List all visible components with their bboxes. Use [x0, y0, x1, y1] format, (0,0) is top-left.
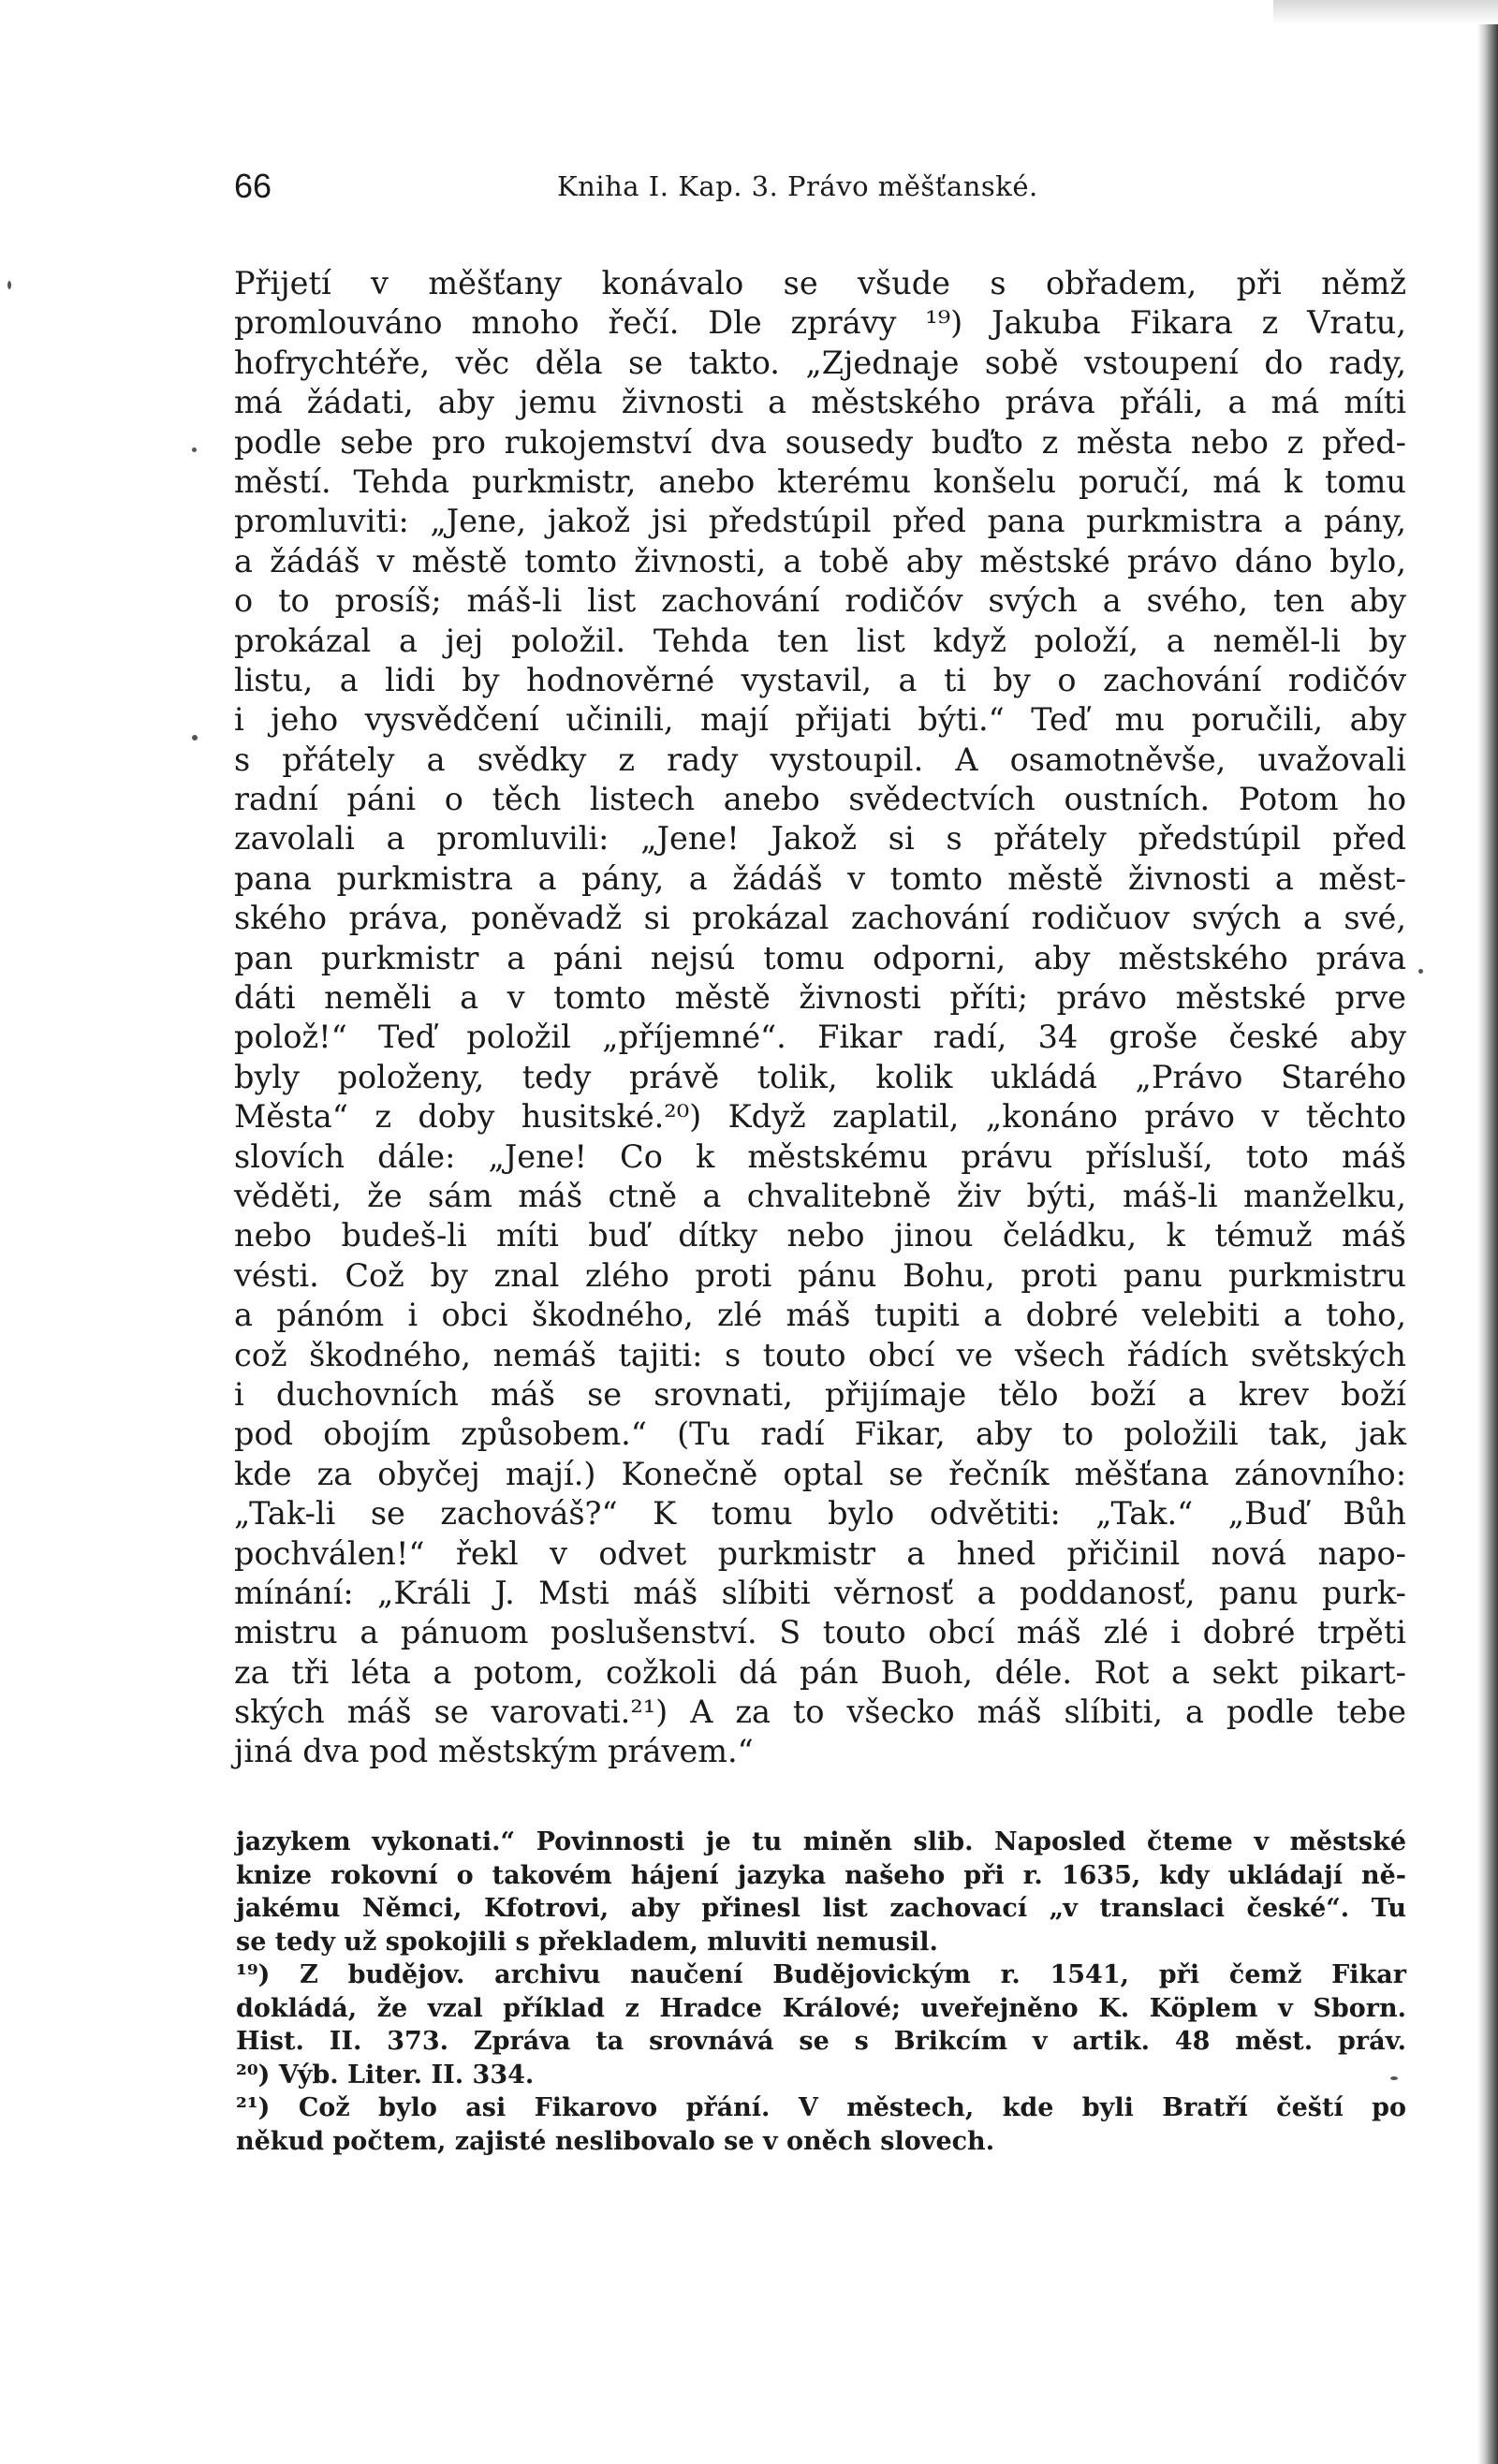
text-line: s přátely a svědky z rady vystoupil. A osamotněvše, uvažovali	[234, 741, 1406, 778]
scan-speck	[192, 447, 197, 452]
text-line: má žádati, aby jemu živnosti a městského práva přáli, a má míti	[234, 384, 1406, 421]
text-line: a žádáš v městě tomto živnosti, a tobě aby městské právo dáno bylo,	[234, 542, 1406, 579]
footnote-line: ²⁰) Výb. Liter. II. 334.	[236, 2060, 535, 2090]
main-text	[234, 264, 1406, 1772]
text-line: „Tak-li se zachováš?“ K tomu bylo odvětiti: „Tak.“ „Buď Bůh	[234, 1495, 1406, 1533]
page-number: 66	[234, 167, 272, 205]
text-line: zavolali a promluvili: „Jene! Jakož si s přátely předstúpil před	[234, 820, 1406, 858]
text-line: slovích dále: „Jene! Co k městskému právu přísluší, toto máš	[234, 1137, 1406, 1175]
text-line: polož!“ Teď položil „příjemné“. Fikar radí, 34 groše české aby	[234, 1019, 1406, 1056]
footnote-line: ²¹) Což bylo asi Fikarovo přání. V městech, kde byli Bratří čeští po	[236, 2093, 1406, 2122]
text-line: listu, a lidi by hodnověrné vystavil, a ti by o zachování rodičóv	[234, 661, 1406, 698]
scan-speck	[192, 735, 198, 741]
text-line: byly položeny, tedy právě tolik, kolik ukládá „Právo Starého	[234, 1058, 1406, 1095]
text-line: městí. Tehda purkmistr, anebo kterému konšelu poručí, má k tomu	[234, 462, 1406, 500]
text-line: Přijetí v měšťany konávalo se všude s obřadem, při němž	[234, 265, 1406, 301]
text-line: pod obojím způsobem.“ (Tu radí Fikar, aby to položili tak, jak	[234, 1415, 1406, 1453]
text-line: podle sebe pro rukojemství dva sousedy buďto z města nebo z před-	[234, 423, 1406, 461]
text-line: pan purkmistr a páni nejsú tomu odporni, aby městského práva	[234, 939, 1406, 976]
text-line: i jeho vysvědčení učinili, mají přijati býti.“ Teď mu poručili, aby	[234, 701, 1406, 739]
text-line: dáti neměli a v tomto městě živnosti příti; právo městské prve	[234, 979, 1406, 1017]
text-line: vésti. Což by znal zlého proti pánu Bohu, proti panu purkmistru	[234, 1256, 1406, 1294]
text-line: a pánóm i obci škodného, zlé máš tupiti a dobré velebiti a toho,	[234, 1297, 1406, 1334]
scan-speck	[1390, 2076, 1398, 2080]
text-line: prokázal a jej položil. Tehda ten list když položí, a neměl-li by	[234, 622, 1406, 659]
page-edge-shadow	[1477, 0, 1498, 2464]
scan-speck	[7, 281, 11, 289]
footnote-line: někud počtem, zajisté neslibovalo se v oněch slovech.	[236, 2126, 995, 2156]
footnote-line: se tedy už spokojili s překladem, mluviti nemusil.	[236, 1927, 938, 1957]
footnote-line: knize rokovní o takovém hájení jazyka našeho při r. 1635, kdy ukládají ně-	[236, 1860, 1406, 1890]
footnote-line: jazykem vykonati.“ Povinnosti je tu miněn slib. Naposled čteme v městské	[236, 1827, 1406, 1856]
scan-speck	[1418, 969, 1423, 974]
text-line: nebo budeš-li míti buď dítky nebo jinou čeládku, k témuž máš	[234, 1217, 1406, 1254]
text-line: pana purkmistra a pány, a žádáš v tomto městě živnosti a měst-	[234, 859, 1406, 897]
text-line: promlouváno mnoho řečí. Dle zprávy ¹⁹) Jakuba Fikara z Vratu,	[234, 304, 1406, 342]
text-line: o to prosíš; máš-li list zachování rodičóv svých a svého, ten aby	[234, 582, 1406, 620]
text-line: jiná dva pod městským právem.“	[234, 1733, 754, 1770]
text-line: za tři léta a potom, cožkoli dá pán Buoh, déle. Rot a sekt pikart-	[234, 1653, 1406, 1691]
footnote-line: ¹⁹) Z budějov. archivu naučení Budějovickým r. 1541, při čemž Fikar	[236, 1960, 1406, 1989]
text-line: mistru a pánuom poslušenství. S touto obcí máš zlé i dobré trpěti	[234, 1614, 1406, 1651]
footnote-line: jakému Němci, Kfotrovi, aby přinesl list zachovací „v translaci české“. Tu	[236, 1894, 1406, 1923]
text-line: radní páni o těch listech anebo svědectvích oustních. Potom ho	[234, 781, 1406, 818]
footnotes	[236, 1826, 1406, 2158]
text-line: mínání: „Králi J. Msti máš slíbiti věrnosť a poddanosť, panu purk-	[234, 1574, 1406, 1611]
text-line: hofrychtéře, věc děla se takto. „Zjednaje sobě vstoupení do rady,	[234, 344, 1406, 381]
text-line: pochválen!“ řekl v odvet purkmistr a hned přičinil nová napo-	[234, 1534, 1406, 1572]
text-line: věděti, že sám máš ctně a chvalitebně živ býti, máš-li manželku,	[234, 1177, 1406, 1214]
page-header	[234, 167, 1404, 219]
text-line: ského práva, poněvadž si prokázal zachování rodičuov svých a své,	[234, 900, 1406, 937]
footnote-line: dokládá, že vzal příklad z Hradce Králové; uveřejněno K. Köplem v Sborn.	[236, 1993, 1406, 2023]
text-line: ských máš se varovati.²¹) A za to všecko máš slíbiti, a podle tebe	[234, 1694, 1406, 1731]
text-line: kde za obyčej mají.) Konečně optal se řečník měšťana zánovního:	[234, 1455, 1406, 1492]
footnote-line: Hist. II. 373. Zpráva ta srovnává se s Brikcím v artik. 48 měst. práv.	[236, 2027, 1406, 2056]
text-line: Města“ z doby husitské.²⁰) Když zaplatil, „konáno právo v těchto	[234, 1098, 1406, 1136]
text-line: promluviti: „Jene, jakož jsi předstúpil před pana purkmistra a pány,	[234, 503, 1406, 540]
running-head: Kniha I. Kap. 3. Právo měšťanské.	[557, 170, 1038, 202]
text-line: i duchovních máš se srovnati, přijímaje tělo boží a krev boží	[234, 1375, 1406, 1413]
page-edge-top-shadow	[1273, 0, 1498, 24]
text-line: což škodného, nemáš tajiti: s touto obcí ve všech řádích světských	[234, 1336, 1406, 1373]
